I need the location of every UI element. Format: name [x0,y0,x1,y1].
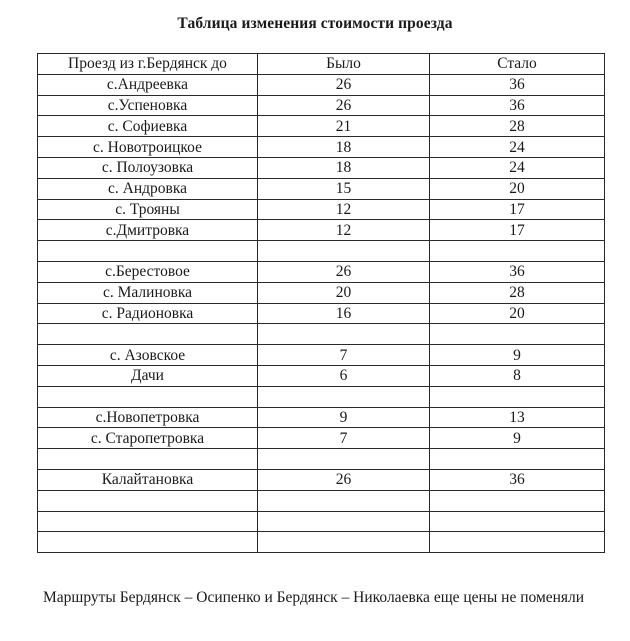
cell-destination [38,324,258,345]
cell-destination: с.Андреевка [38,74,258,95]
cell-new-price: 9 [430,428,605,449]
cell-destination: с. Азовское [38,345,258,366]
cell-destination: с.Успеновка [38,95,258,116]
cell-old-price: 26 [258,95,430,116]
cell-new-price: 13 [430,407,605,428]
cell-old-price [258,324,430,345]
table-row [38,199,605,220]
table-row [38,137,605,158]
table-row [38,282,605,303]
cell-destination: с. Софиевка [38,116,258,137]
cell-destination: с.Берестовое [38,261,258,282]
cell-new-price: 36 [430,261,605,282]
table-row [38,220,605,241]
cell-destination: с. Трояны [38,199,258,220]
cell-old-price: 12 [258,199,430,220]
table-row [38,469,605,490]
table-row [38,345,605,366]
table-row [38,303,605,324]
cell-old-price: 20 [258,282,430,303]
cell-destination: с. Новотроицкое [38,137,258,158]
cell-new-price [430,241,605,262]
fare-table-body [38,74,605,552]
cell-new-price: 36 [430,95,605,116]
table-row [38,95,605,116]
header-destination: Проезд из г.Бердянск до [38,54,258,75]
table-row [38,428,605,449]
cell-destination: Калайтановка [38,469,258,490]
table-row [38,157,605,178]
cell-new-price [430,490,605,511]
table-row [38,407,605,428]
cell-old-price: 18 [258,137,430,158]
cell-old-price: 6 [258,365,430,386]
cell-old-price [258,511,430,532]
table-row [38,261,605,282]
cell-old-price: 21 [258,116,430,137]
cell-destination [38,241,258,262]
cell-old-price: 26 [258,74,430,95]
cell-destination: с. Малиновка [38,282,258,303]
table-row [38,74,605,95]
cell-new-price [430,324,605,345]
cell-new-price: 28 [430,282,605,303]
cell-new-price [430,511,605,532]
cell-old-price: 26 [258,261,430,282]
cell-old-price: 18 [258,157,430,178]
cell-destination: с. Радионовка [38,303,258,324]
cell-old-price: 16 [258,303,430,324]
cell-destination [38,532,258,553]
cell-old-price: 7 [258,345,430,366]
header-row [38,54,605,75]
cell-old-price: 15 [258,178,430,199]
cell-destination: с. Старопетровка [38,428,258,449]
cell-new-price: 24 [430,137,605,158]
table-row [38,386,605,407]
cell-destination [38,449,258,470]
cell-old-price [258,490,430,511]
cell-new-price [430,532,605,553]
cell-new-price: 20 [430,303,605,324]
cell-destination: Дачи [38,365,258,386]
cell-old-price [258,386,430,407]
table-row [38,324,605,345]
table-row [38,116,605,137]
table-row [38,449,605,470]
cell-new-price [430,449,605,470]
cell-destination [38,511,258,532]
table-row [38,241,605,262]
fare-table [37,53,605,553]
cell-old-price [258,241,430,262]
cell-old-price [258,532,430,553]
cell-old-price [258,449,430,470]
table-row [38,365,605,386]
cell-destination: с. Полоузовка [38,157,258,178]
cell-old-price: 12 [258,220,430,241]
cell-new-price: 17 [430,199,605,220]
cell-new-price: 28 [430,116,605,137]
cell-destination: с.Новопетровка [38,407,258,428]
cell-new-price [430,386,605,407]
cell-destination [38,490,258,511]
table-row [38,511,605,532]
cell-new-price: 24 [430,157,605,178]
cell-new-price: 8 [430,365,605,386]
cell-old-price: 26 [258,469,430,490]
cell-new-price: 20 [430,178,605,199]
table-row [38,178,605,199]
cell-destination: с.Дмитровка [38,220,258,241]
table-row [38,532,605,553]
table-row [38,490,605,511]
cell-new-price: 17 [430,220,605,241]
document-title: Таблица изменения стоимости проезда [177,15,453,32]
cell-destination: с. Андровка [38,178,258,199]
footnote: Маршруты Бердянск – Осипенко и Бердянск – Николаевка еще цены не поменяли [43,589,585,606]
cell-new-price: 9 [430,345,605,366]
cell-old-price: 7 [258,428,430,449]
header-new-price: Стало [430,54,605,75]
cell-new-price: 36 [430,74,605,95]
header-old-price: Было [258,54,430,75]
cell-new-price: 36 [430,469,605,490]
cell-old-price: 9 [258,407,430,428]
cell-destination [38,386,258,407]
